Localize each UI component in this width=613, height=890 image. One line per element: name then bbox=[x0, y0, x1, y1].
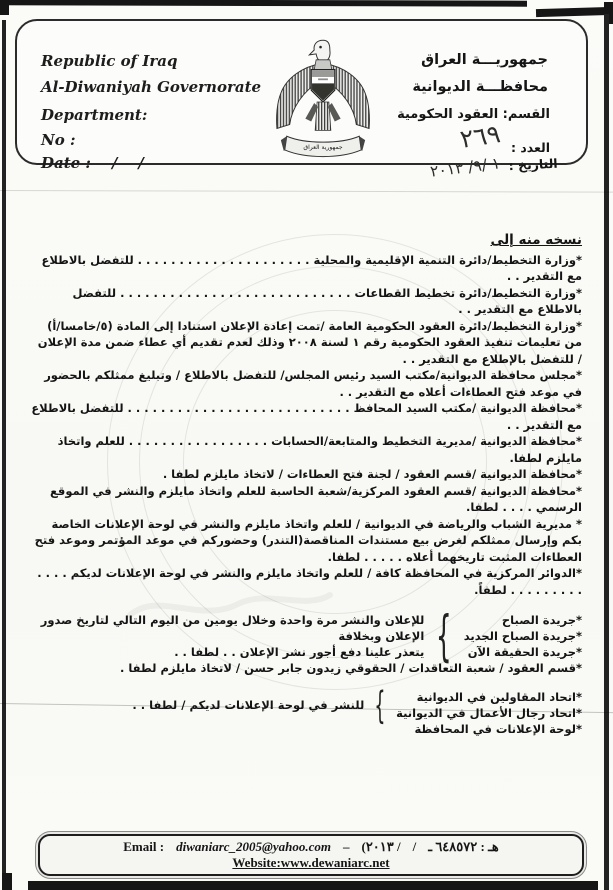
recipient-line: *وزارة التخطيط/دائرة تخطيط القطاعات . . . . . . . . . . . . . . . . . . . . . . . . . . . . للتفضل بالاطلاع مع التقدير . . bbox=[72, 285, 582, 316]
number-label-ar: العدد : bbox=[510, 140, 550, 155]
newspaper-item: *جريدة الحقيقة الآن bbox=[467, 644, 582, 659]
newspapers-group bbox=[31, 605, 582, 668]
department-name-ar: القسم: العقود الحكومية bbox=[397, 107, 550, 122]
unions-group bbox=[31, 682, 582, 728]
governorate-name-ar: محافظـــة الديوانية bbox=[412, 79, 548, 95]
country-name-en: Republic of Iraq bbox=[41, 52, 178, 70]
note-line: يتعذر علينا دفع أجور نشر الإعلان . . لطفا . . bbox=[174, 644, 425, 659]
scan-edge-left bbox=[2, 20, 6, 890]
scan-edge-corner-mark bbox=[0, 0, 9, 15]
email-label: Email : bbox=[123, 839, 165, 854]
phone-number: هـ : ٦٤٨٥٧٢ ـ bbox=[428, 839, 499, 854]
recipient-line: *وزارة التخطيط/دائرة التنمية الإقليمية والمحلية . . . . . . . . . . . . . . . . . . . . . للتفضل بالاطلاع مع التقدير . . bbox=[41, 252, 582, 283]
handwritten-document-number: ٢٦٩ bbox=[458, 119, 503, 154]
scan-crease-line bbox=[0, 190, 613, 193]
country-name-ar: جمهوريـــة العراق bbox=[421, 52, 548, 68]
recipient-line: *محافظة الديوانية /مكتب السيد المحافظ . . . . . . . . . . . . . . . . . . . . . . . . . . . للتفضل بالاطلاع مع التقدير . . bbox=[31, 401, 582, 432]
governorate-name-en: Al-Diwaniyah Governorate bbox=[41, 78, 262, 96]
slash-mark: / bbox=[412, 839, 417, 854]
unions-names bbox=[396, 690, 582, 722]
unions-note bbox=[132, 698, 364, 714]
union-item: *اتحاد المقاولين في الديوانية bbox=[416, 689, 582, 704]
bulletin-board-line: *لوحة الإعلانات في المحافظة bbox=[414, 722, 582, 737]
scan-edge-top bbox=[0, 0, 527, 7]
scan-edge-top-right bbox=[536, 7, 613, 17]
recipient-line: *محافظة الديوانية /قسم العقود المركزية/شعبة الحاسبة للعلم واتخاذ مايلزم والنشر في الموقع الرسمي . . . . لطفا. bbox=[49, 483, 582, 514]
scan-edge-right bbox=[604, 14, 609, 890]
separator-dash: – bbox=[342, 839, 350, 854]
department-label-en: Department: bbox=[41, 106, 148, 124]
website-address: Website:www.dewaniarc.net bbox=[232, 855, 390, 870]
date-label-ar: التاريخ : bbox=[508, 155, 559, 174]
letter-body bbox=[31, 232, 582, 738]
number-label-en: No : bbox=[41, 131, 76, 149]
scan-edge-corner-mark bbox=[2, 873, 12, 890]
copies-to-heading: نسخه منه إلى bbox=[490, 232, 582, 248]
union-item: *اتحاد رجال الأعمال في الديوانية bbox=[396, 705, 582, 720]
recipient-line: * مديرية الشباب والرياضة في الديوانية / للعلم واتخاذ مايلزم والنشر في لوحة الإعلانات الخاصة بكم وإرسال ممثلكم لغرض بيع مستندات المناقصة(التندر) وحضوركم في موعد المؤتمر وموعد فتح العطاءات المثبت تاريخهما أعلاه . . . . . لطفا. bbox=[34, 516, 582, 564]
contact-line bbox=[123, 839, 498, 855]
date-fragment: (٢٠١٣ / bbox=[361, 839, 401, 854]
newspapers-note bbox=[31, 613, 424, 660]
emblem-scroll-text: جمهورية العراق bbox=[303, 144, 343, 151]
recipient-line: *محافظة الديوانية /قسم العقود / لجنة فتح العطاءات / لاتخاذ مايلزم لطفا . bbox=[162, 467, 582, 481]
contracts-section-line: *قسم العقود / شعبة التعاقدات / الحقوقي زيدون جابر حسن / لاتخاذ مايلزم لطفا . bbox=[119, 661, 582, 676]
recipient-line: *مجلس محافظة الديوانية/مكتب السيد رئيس المجلس/ للتفضل بالاطلاع / وتبليغ ممثلكم بالحضور في موعد فتح العطاءات أعلاه مع التقدير . . bbox=[44, 368, 582, 399]
iraq-coat-of-arms-emblem bbox=[274, 32, 372, 168]
newspaper-item: *جريدة الصباح bbox=[501, 613, 582, 627]
note-line: للنشر في لوحة الإعلانات لديكم / لطفا . . bbox=[132, 697, 365, 712]
newspapers-names bbox=[464, 613, 582, 660]
recipient-line: *الدوائر المركزية في المحافظة كافة / للعلم واتخاذ مايلزم والنشر في لوحة الإعلانات لديكم . . . . . . . . . . . . . لطفاً. bbox=[37, 566, 582, 597]
document-number-line bbox=[458, 119, 550, 158]
letterhead-box bbox=[15, 19, 588, 181]
date-label-en: Date : / / bbox=[41, 154, 144, 172]
newspaper-item: *جريدة الصباح الجديد bbox=[463, 628, 582, 643]
recipient-line: *وزارة التخطيط/دائرة العقود الحكومية العامة /تمت إعادة الإعلان استنادا إلى المادة (٥/خامسا/أ) من تعليمات تنفيذ العقود الحكومية رقم ١ لسنة ٢٠٠٨ وذلك لعدم تقديم أي عطاء ضمن مدة الإعلان / للتفضل بالإطلاع مع التقدير . . bbox=[37, 318, 582, 366]
brace-glyph: { bbox=[374, 682, 386, 728]
footer-contact-box bbox=[35, 831, 587, 879]
document-date-line bbox=[430, 154, 558, 179]
email-address: diwaniarc_2005@yahoo.com bbox=[176, 839, 331, 854]
brace-glyph: { bbox=[436, 605, 452, 668]
footer-contact-inner bbox=[38, 834, 584, 876]
note-line: للإعلان والنشر مرة واحدة وخلال يومين من اليوم التالي لتاريخ صدور الإعلان وبخلافة bbox=[40, 613, 425, 643]
scan-edge-bottom bbox=[28, 881, 598, 890]
handwritten-document-date: ١ /٩/ ٢٠١٣ bbox=[429, 154, 502, 181]
recipient-line: *محافظة الديوانية /مديرية التخطيط والمتابعة/الحسابات . . . . . . . . . . . . . . . . . للعلم واتخاذ مايلزم لطفا. bbox=[57, 434, 582, 465]
